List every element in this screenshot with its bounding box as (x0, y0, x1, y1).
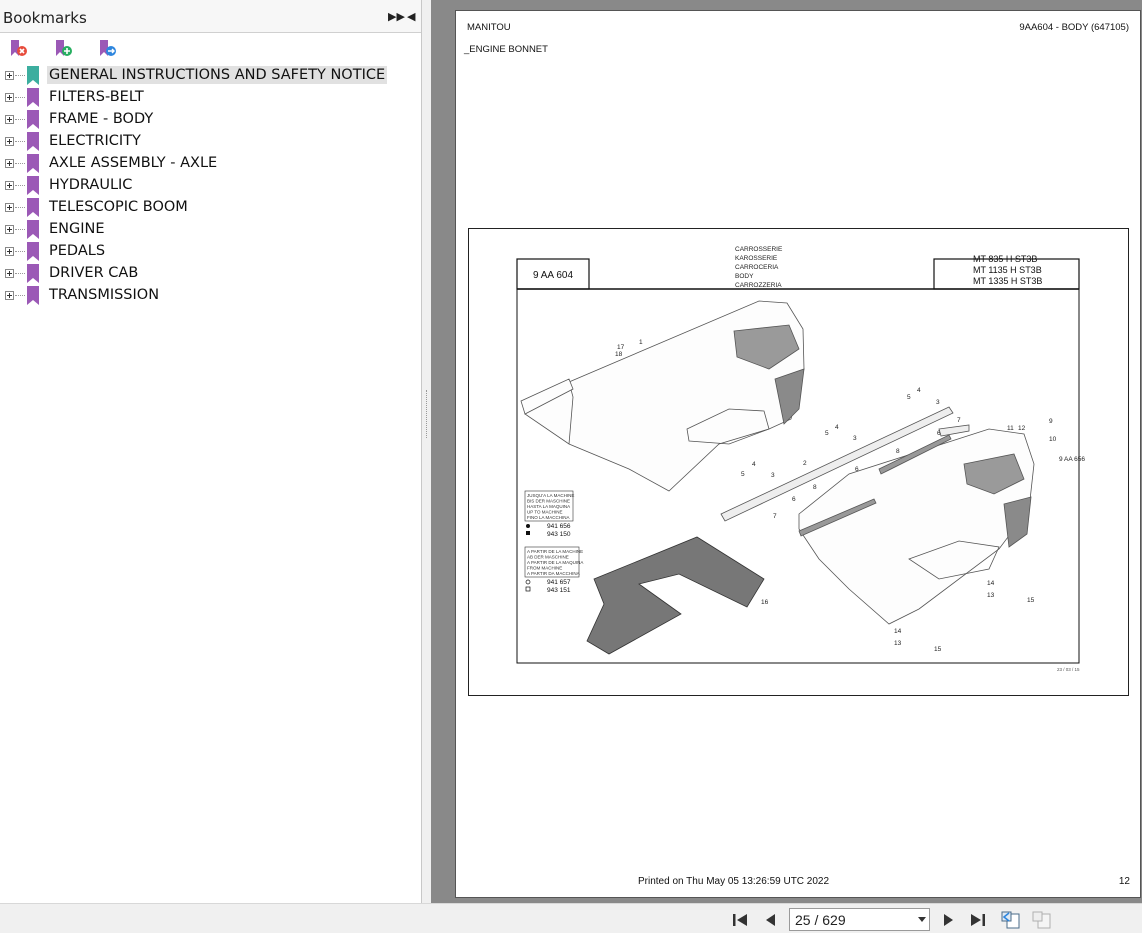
body-parts-drawing (469, 229, 1128, 695)
svg-text:4: 4 (917, 387, 921, 394)
bookmark-item[interactable] (0, 175, 421, 197)
svg-text:5: 5 (907, 394, 911, 401)
expand-icon[interactable] (5, 203, 14, 212)
svg-text:13: 13 (987, 592, 995, 599)
bookmark-icon (27, 286, 39, 305)
ref-label: 9 AA 656 (1059, 456, 1086, 463)
chevron-down-icon[interactable] (918, 917, 926, 922)
bookmarks-tree (0, 65, 421, 307)
expand-icon[interactable] (5, 247, 14, 256)
svg-text:17: 17 (617, 344, 625, 351)
drawing-code: 9 AA 604 (532, 270, 574, 281)
tree-connector (15, 185, 25, 186)
drawing-title-2: CARROCERIA (735, 264, 779, 271)
svg-text:14: 14 (987, 580, 995, 587)
svg-text:5: 5 (825, 430, 829, 437)
drawing-model-2: MT 1335 H ST3B (973, 276, 1043, 286)
tree-connector (15, 141, 25, 142)
tree-connector (15, 273, 25, 274)
navigation-bar (0, 903, 1142, 933)
svg-text:7: 7 (773, 513, 777, 520)
svg-text:13: 13 (894, 640, 902, 647)
svg-text:8: 8 (896, 448, 900, 455)
legend-from-4: A PARTIR DA MACCHINA (527, 571, 580, 576)
expand-icon[interactable] (5, 137, 14, 146)
expand-icon[interactable] (5, 93, 14, 102)
bookmark-icon (27, 154, 39, 173)
bookmark-label[interactable]: HYDRAULIC (49, 177, 133, 193)
serial-until-0: 941 656 (547, 523, 571, 530)
bookmark-item[interactable] (0, 153, 421, 175)
svg-text:3: 3 (853, 435, 857, 442)
bookmark-label[interactable]: PEDALS (49, 243, 106, 259)
bookmark-label[interactable]: ELECTRICITY (49, 133, 141, 149)
bookmark-item[interactable] (0, 65, 421, 87)
bookmarks-toolbar (0, 33, 421, 63)
tree-connector (15, 97, 25, 98)
bookmark-label[interactable]: TELESCOPIC BOOM (49, 199, 188, 215)
drawing-title-0: CARROSSERIE (735, 246, 783, 253)
drawing-date: 23 / 03 / 15 (1057, 667, 1080, 672)
legend-until-3: UP TO MACHINE (527, 509, 563, 515)
legend-dot-filled (526, 524, 530, 528)
back-view-icon[interactable] (1000, 911, 1022, 929)
legend-until-1: BIS DER MASCHINE (527, 498, 571, 504)
tree-connector (15, 75, 25, 76)
legend-until-4: FINO LA MACCHINA (527, 515, 570, 520)
bookmark-icon (27, 132, 39, 151)
svg-text:9: 9 (1049, 418, 1053, 425)
tree-connector (15, 119, 25, 120)
svg-text:8: 8 (813, 484, 817, 491)
svg-text:3: 3 (936, 399, 940, 406)
doc-section-title: _ENGINE BONNET (464, 44, 548, 55)
expand-panel-icon[interactable]: ▶▶ (388, 11, 405, 23)
bookmarks-panel (0, 0, 422, 903)
legend-square-filled (526, 531, 530, 535)
drawing-model-0: MT 835 H ST3B (973, 254, 1038, 264)
legend-from-3: FROM MACHINE (527, 565, 563, 571)
bookmark-label[interactable]: DRIVER CAB (49, 265, 139, 281)
svg-text:11: 11 (1007, 425, 1014, 432)
bookmark-item[interactable] (0, 285, 421, 307)
bookmark-label[interactable]: ENGINE (49, 221, 105, 237)
svg-text:5: 5 (741, 471, 745, 478)
legend-until-0: JUSQU'A LA MACHINE (527, 493, 575, 498)
expand-icon[interactable] (5, 291, 14, 300)
expand-icon[interactable] (5, 181, 14, 190)
splitter-grip[interactable] (426, 390, 428, 438)
bookmark-item[interactable] (0, 87, 421, 109)
bonnet-shape-right (799, 429, 1034, 624)
expand-icon[interactable] (5, 115, 14, 124)
svg-text:6: 6 (937, 430, 941, 437)
legend-from-0: A PARTIR DE LA MACHINE (527, 549, 584, 554)
legend-from-2: A PARTIR DE LA MAQUINA (527, 560, 584, 565)
bonnet-shape-left (521, 301, 804, 491)
bookmarks-header (0, 0, 421, 33)
tree-connector (15, 229, 25, 230)
legend-from-1: AB DER MASCHINE (527, 554, 569, 560)
bookmark-item[interactable] (0, 109, 421, 131)
legend-dot-open (526, 580, 530, 584)
forward-view-icon[interactable] (1031, 911, 1053, 929)
bookmark-item[interactable] (0, 197, 421, 219)
svg-text:2: 2 (803, 460, 807, 467)
bookmark-label[interactable]: AXLE ASSEMBLY - AXLE (49, 155, 218, 171)
next-page-icon[interactable] (939, 911, 957, 929)
serial-from-0: 941 657 (547, 579, 571, 586)
svg-text:3: 3 (771, 472, 775, 479)
delete-bookmark-icon[interactable] (8, 38, 30, 60)
previous-page-icon[interactable] (762, 911, 780, 929)
svg-text:1: 1 (639, 339, 643, 346)
bookmark-icon (27, 220, 39, 239)
bookmark-item[interactable] (0, 263, 421, 285)
add-bookmark-icon[interactable] (53, 38, 75, 60)
tree-connector (15, 295, 25, 296)
expand-icon[interactable] (5, 269, 14, 278)
legend-until-2: HASTA LA MAQUINA (527, 504, 571, 509)
doc-header-right: 9AA604 - BODY (647105) (1019, 22, 1129, 33)
bookmark-label[interactable]: GENERAL INSTRUCTIONS AND SAFETY NOTICE (49, 67, 386, 83)
serial-until-1: 943 150 (547, 531, 571, 538)
drawing-title-4: CARROZZERIA (735, 282, 782, 289)
svg-text:14: 14 (894, 628, 902, 635)
bookmark-item[interactable] (0, 241, 421, 263)
drawing-frame (468, 228, 1129, 696)
svg-text:10: 10 (1049, 436, 1057, 443)
bookmark-icon (27, 264, 39, 283)
bookmark-icon (27, 110, 39, 129)
bookmark-item[interactable] (0, 219, 421, 241)
svg-text:4: 4 (752, 461, 756, 468)
bookmark-item[interactable] (0, 131, 421, 153)
last-page-icon[interactable] (969, 911, 987, 929)
expand-icon[interactable] (5, 71, 14, 80)
document-viewer[interactable] (431, 0, 1142, 903)
page-indicator[interactable]: 25 / 629 (795, 912, 846, 928)
drawing-title-1: KAROSSERIE (735, 255, 778, 262)
svg-text:16: 16 (761, 599, 769, 606)
bookmark-icon (27, 198, 39, 217)
tree-connector (15, 163, 25, 164)
svg-text:12: 12 (1018, 425, 1026, 432)
drawing-title-3: BODY (735, 273, 754, 280)
svg-text:15: 15 (1027, 597, 1035, 604)
goto-bookmark-icon[interactable] (97, 38, 119, 60)
page-selector[interactable] (789, 908, 930, 931)
svg-text:4: 4 (835, 424, 839, 431)
bookmark-label[interactable]: FILTERS-BELT (49, 89, 144, 105)
bookmarks-title: Bookmarks (3, 9, 87, 27)
tree-connector (15, 251, 25, 252)
svg-text:18: 18 (615, 351, 623, 358)
doc-page-number: 12 (1118, 876, 1130, 887)
bookmark-icon (27, 242, 39, 261)
bookmark-icon (27, 88, 39, 107)
drawing-model-1: MT 1135 H ST3B (973, 265, 1042, 275)
doc-header-left: MANITOU (467, 22, 511, 33)
bookmark-label[interactable]: FRAME - BODY (49, 111, 154, 127)
svg-text:6: 6 (855, 466, 859, 473)
panel-splitter[interactable] (423, 0, 431, 903)
svg-text:6: 6 (792, 496, 796, 503)
expand-icon[interactable] (5, 159, 14, 168)
collapse-panel-icon[interactable]: ◀ (407, 11, 416, 23)
tree-connector (15, 207, 25, 208)
bookmark-icon (27, 176, 39, 195)
svg-text:15: 15 (934, 646, 942, 653)
bookmark-icon (27, 66, 39, 85)
legend-square-open (526, 587, 530, 591)
first-page-icon[interactable] (731, 911, 749, 929)
cover-shape (587, 537, 764, 654)
doc-section-label: ENGINE BONNET (469, 44, 548, 55)
serial-from-1: 943 151 (547, 587, 571, 594)
doc-footer-printed: Printed on Thu May 05 13:26:59 UTC 2022 (638, 876, 830, 887)
svg-text:7: 7 (957, 417, 961, 424)
document-page (455, 10, 1141, 898)
bookmark-label[interactable]: TRANSMISSION (49, 287, 160, 303)
expand-icon[interactable] (5, 225, 14, 234)
